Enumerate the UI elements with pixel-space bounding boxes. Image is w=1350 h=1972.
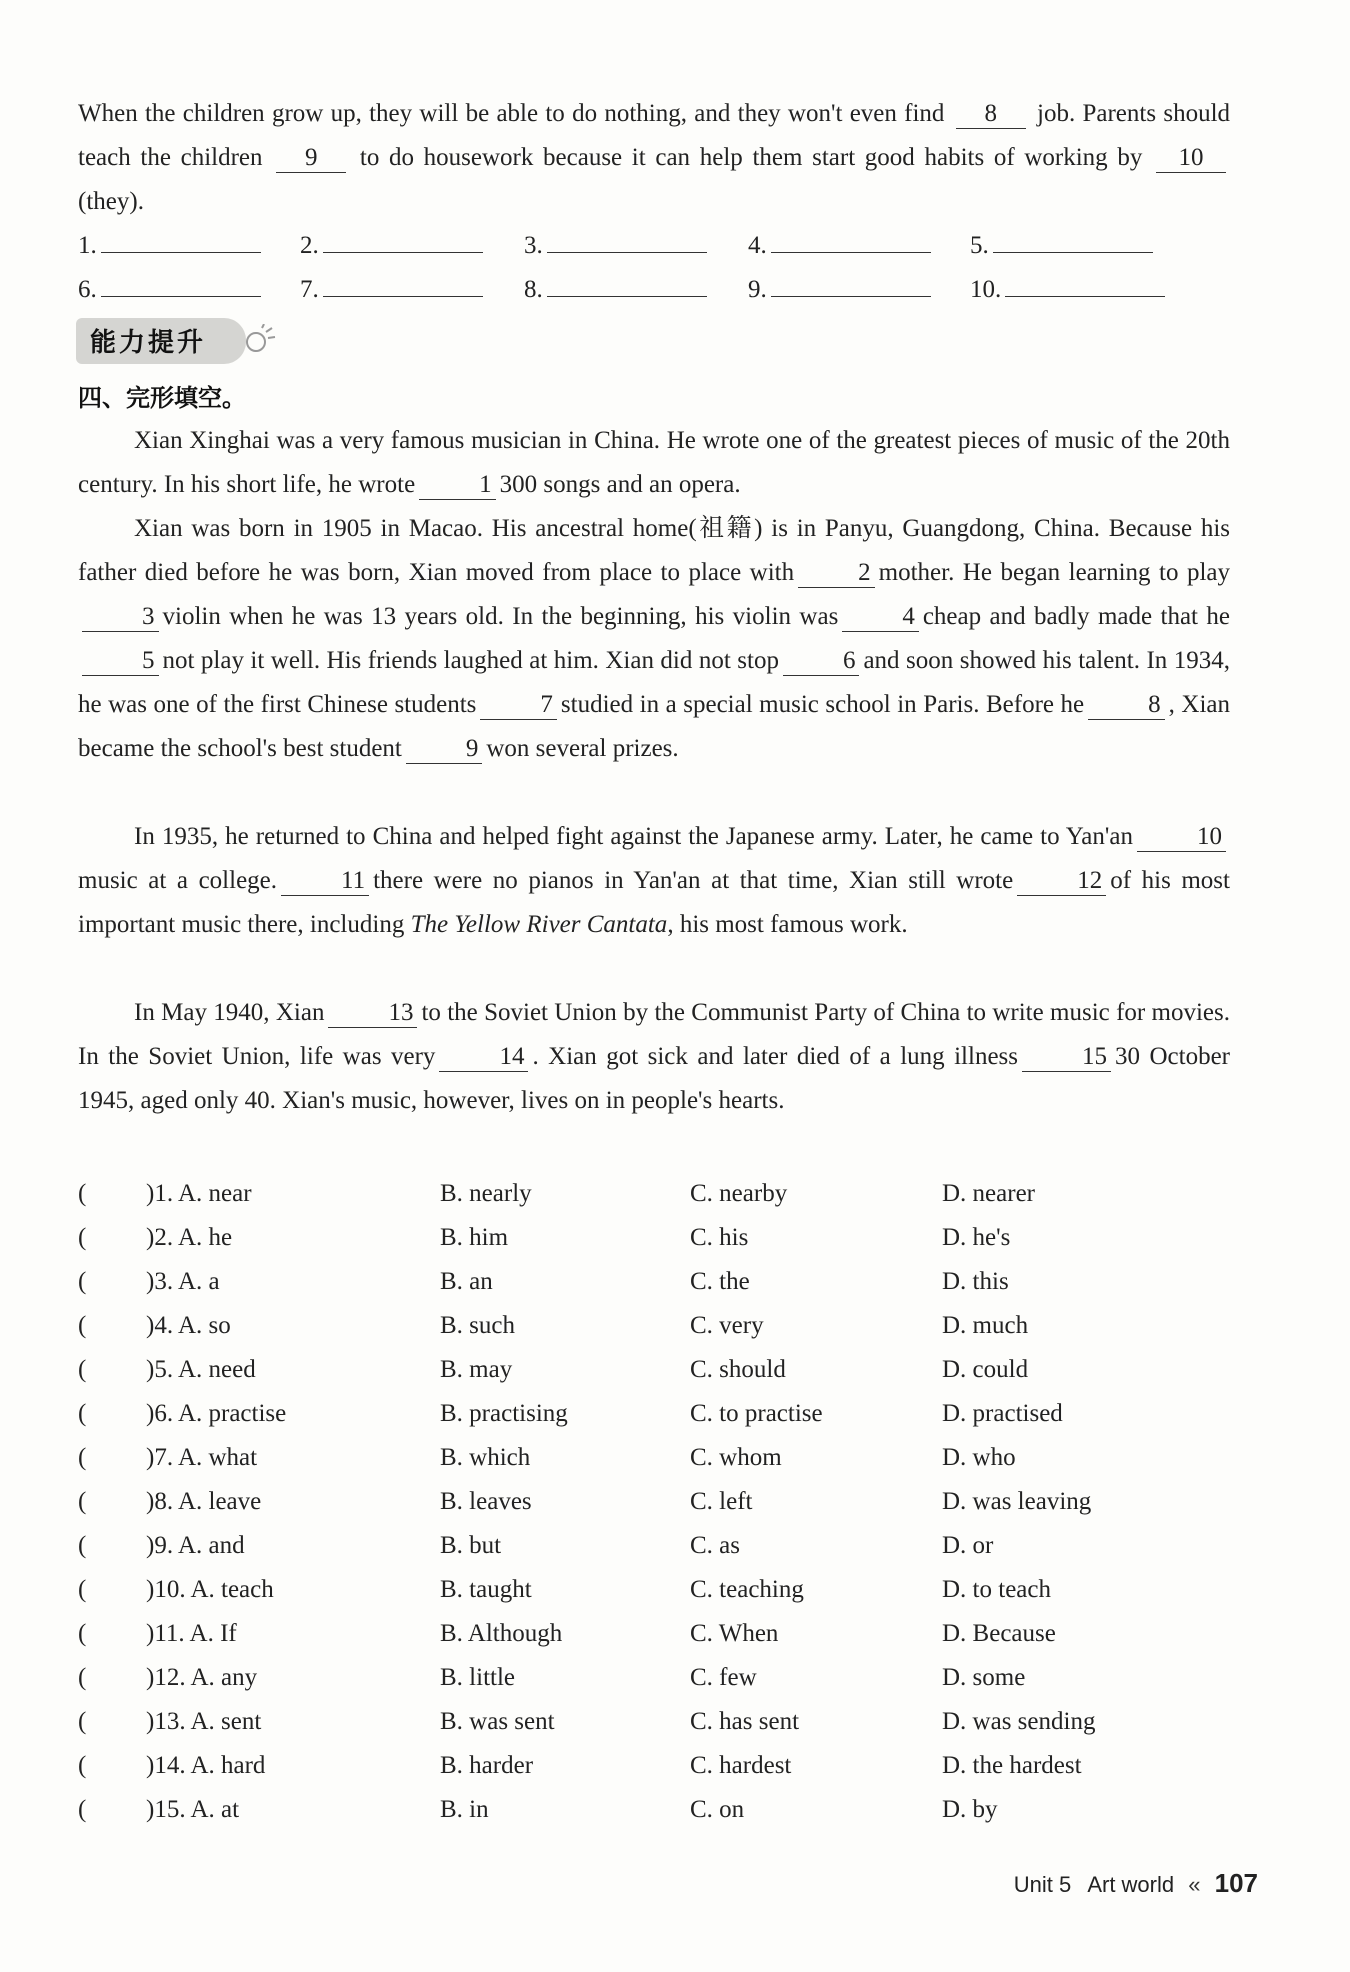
section-title: 四、完形填空。 [78,384,246,412]
intro-text: to do housework because it can help them start good [359,144,915,171]
intro-text: Parents should teach the children [78,100,1231,171]
intro-text: (they). [78,188,144,215]
passage-blank-7: 7 [480,691,557,720]
passage-blank-6: 6 [783,647,860,676]
section-badge [76,318,272,364]
option-row[interactable]: ( )15. A. at B. in C. on D. by [78,1796,998,1823]
passage-blank-10: 10 [1137,823,1226,852]
passage-blank-14: 14 [439,1043,528,1072]
option-row[interactable]: ( )2. A. he B. him C. his D. he's [78,1224,1011,1251]
answer-row-2 [78,272,1230,312]
footer-title: Art world [1087,1872,1175,1897]
option-row[interactable]: ( )7. A. what B. which C. whom D. who [78,1444,1016,1471]
passage-blank-4: 4 [842,603,919,632]
answer-row-1 [78,228,1230,268]
option-row[interactable]: ( )1. A. near B. nearly C. nearby D. nearer [78,1180,1035,1207]
answer-slot-5[interactable]: 5. [970,228,1153,260]
answer-slot-10[interactable]: 10. [970,272,1165,304]
badge-label: 能力提升 [90,328,207,358]
option-row[interactable]: ( )3. A. a B. an C. the D. this [78,1268,1009,1295]
intro-text: When the children grow up, they will be able to do nothing, and they won't even find [78,100,945,127]
passage-paragraph-4: In May 1940, Xian 13 to the Soviet Union by the Communist Party of China to write music for movies. In the Soviet Union, life was very 14 . Xian got sick and later died of a lung illness 15 30 October 1945, aged only 40. Xian's music, however, lives on in people's hearts. [78,999,1231,1114]
option-row[interactable]: ( )12. A. any B. little C. few D. some [78,1664,1026,1691]
answer-slot-9[interactable]: 9. [748,272,931,304]
option-row[interactable]: ( )4. A. so B. such C. very D. much [78,1312,1029,1339]
passage-paragraph-2: Xian was born in 1905 in Macao. His ancestral home(祖籍) is in Panyu, Guangdong, China. Because his father died before he was born, Xian moved from place to place with 2 mother. He began learning to play3 violin when he was 13 years old. In the beginning, his violin was 4 cheap and badly made that he5 not play it well. His friends laughed at him. Xian did not stop 6 and soon showed his talent. In 1934, he was one of the first Chinese students 7 studied in a special music school in Paris. Before he 8 , Xian became the school's best student 9 won several prizes. [78,515,1231,762]
passage-blank-9: 9 [406,735,483,764]
passage-blank-1: 1 [419,471,496,500]
passage-blank-8: 8 [1088,691,1165,720]
double-chevron-left-icon: « [1188,1872,1201,1897]
option-row[interactable]: ( )13. A. sent B. was sent C. has sent D. was sending [78,1708,1096,1735]
option-row[interactable]: ( )14. A. hard B. harder C. hardest D. the hardest [78,1752,1082,1779]
intro-text: job. [1037,100,1076,127]
page-number: 107 [1214,1868,1258,1898]
option-row[interactable]: ( )9. A. and B. but C. as D. or [78,1532,994,1559]
intro-blank-10: 10 [1156,144,1226,173]
answer-slot-8[interactable]: 8. [524,272,707,304]
passage-paragraph-1: Xian Xinghai was a very famous musician in China. He wrote one of the greatest pieces of music of the 20th century. In his short life, he wrote 1 300 songs and an opera. [78,427,1230,498]
option-row[interactable]: ( )6. A. practise B. practising C. to practise D. practised [78,1400,1063,1427]
intro-blank-9: 9 [276,144,346,173]
lightbulb-icon [242,324,276,358]
answer-slot-3[interactable]: 3. [524,228,707,260]
passage-blank-15: 15 [1022,1043,1111,1072]
option-row[interactable]: ( )5. A. need B. may C. should D. could [78,1356,1029,1383]
passage-blank-11: 11 [281,867,369,896]
passage-blank-12: 12 [1017,867,1106,896]
answer-slot-2[interactable]: 2. [300,228,483,260]
passage-blank-5: 5 [82,647,159,676]
answer-slot-1[interactable]: 1. [78,228,261,260]
page-footer [1014,1868,1258,1899]
passage-blank-3: 3 [82,603,159,632]
intro-paragraph [78,92,1230,224]
answer-slot-6[interactable]: 6. [78,272,261,304]
passage-paragraph-3: In 1935, he returned to China and helped fight against the Japanese army. Later, he came to Yan'an 10music at a college. 11 there were no pianos in Yan'an at that time, Xian still wrote 12 of his most important music there, including The Yellow River Cantata, his most famous work. [78,823,1230,938]
intro-blank-8: 8 [956,100,1026,129]
answer-slot-7[interactable]: 7. [300,272,483,304]
passage-blank-13: 13 [328,999,417,1028]
option-row[interactable]: ( )8. A. leave B. leaves C. left D. was leaving [78,1488,1092,1515]
cantata-title: The Yellow River Cantata [410,911,668,938]
intro-text: habits of working by [924,144,1143,171]
option-row[interactable]: ( )10. A. teach B. taught C. teaching D. to teach [78,1576,1051,1603]
passage-blank-2: 2 [798,559,875,588]
option-row[interactable]: ( )11. A. If B. Although C. When D. Because [78,1620,1056,1647]
answer-slot-4[interactable]: 4. [748,228,931,260]
footer-unit: Unit 5 [1013,1872,1072,1897]
